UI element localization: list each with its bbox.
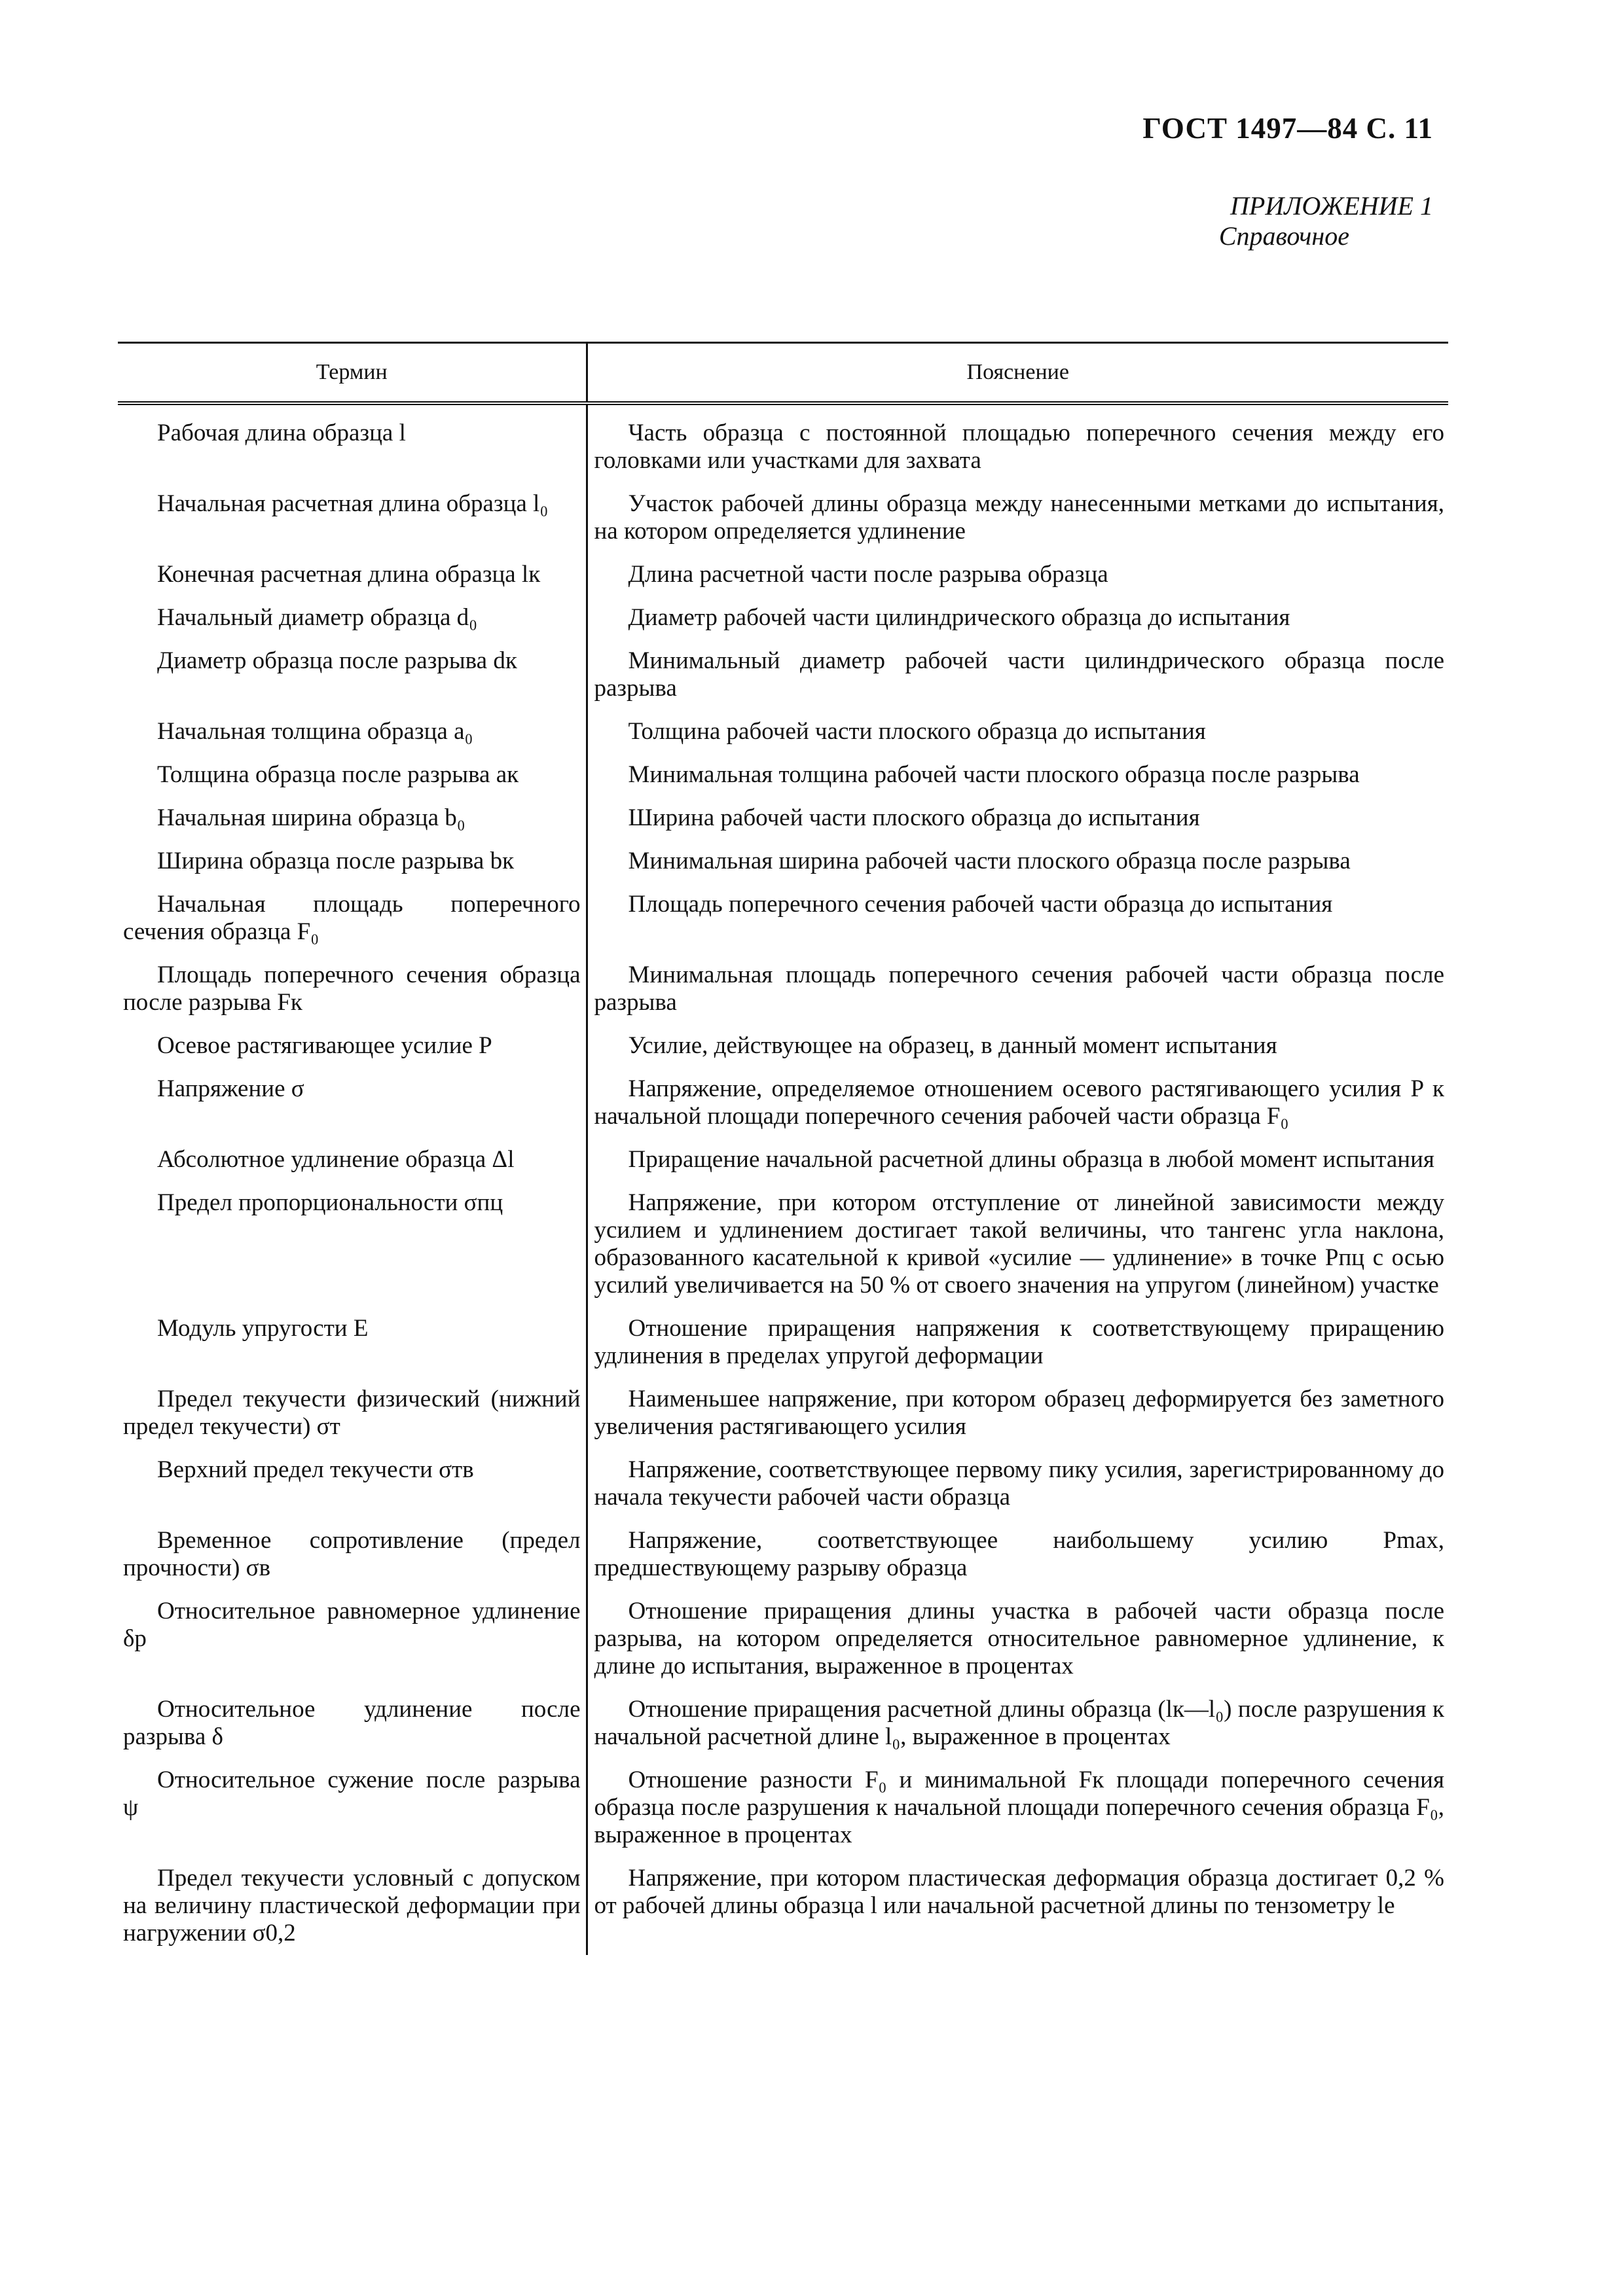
table-row xyxy=(118,1688,1448,1759)
table-row xyxy=(118,1590,1448,1688)
term-cell: Толщина образца после разрыва aк xyxy=(118,753,587,797)
table-row xyxy=(118,840,1448,883)
table-row xyxy=(118,1067,1448,1138)
term-cell: Напряжение σ xyxy=(118,1067,587,1138)
term-cell: Модуль упругости E xyxy=(118,1307,587,1378)
explanation-cell: Отношение приращения длины участка в рабочей части образца после разрыва, на котором определяется относительное равномерное удлинение, к длине до испытания, выраженное в процентах xyxy=(594,1598,1444,1679)
explanation-cell: Напряжение, соответствующее первому пику усилия, зарегистрированному до начала текучести рабочей части образца xyxy=(594,1456,1444,1511)
explanation-cell: Наименьшее напряжение, при котором образец деформируется без заметного увеличения растягивающего усилия xyxy=(594,1386,1444,1440)
explanation-cell: Диаметр рабочей части цилиндрического образца до испытания xyxy=(628,604,1290,631)
appendix-type: Справочное xyxy=(1218,221,1349,251)
explanation-cell: Приращение начальной расчетной длины образца в любой момент испытания xyxy=(628,1146,1434,1173)
table-row xyxy=(118,1857,1448,1955)
table-row xyxy=(118,1307,1448,1378)
explanation-cell: Напряжение, при котором отступление от линейной зависимости между усилием и удлинением достигает такой величины, что тангенс угла наклона, образованного касательной к кривой «усилие — удлинение» в точке Pпц с осью усилий увеличивается на 50 % от своего значения на упругом (линейном) участке xyxy=(594,1189,1444,1299)
table-row xyxy=(118,710,1448,753)
table-row xyxy=(118,403,1448,482)
table-row xyxy=(118,1378,1448,1448)
explanation-cell: Отношение приращения напряжения к соответствующему приращению удлинения в пределах упругой деформации xyxy=(594,1315,1444,1369)
table-row xyxy=(118,482,1448,553)
table-row xyxy=(118,1138,1448,1181)
table-row xyxy=(118,1759,1448,1857)
page-header: ГОСТ 1497—84 С. 11 xyxy=(1142,112,1433,145)
table-row xyxy=(118,954,1448,1024)
explanation-cell: Часть образца с постоянной площадью поперечного сечения между его головками или участками для захвата xyxy=(594,420,1444,474)
table-row xyxy=(118,596,1448,639)
explanation-cell: Напряжение, соответствующее наибольшему усилию Pmax, предшествующему разрыву образца xyxy=(594,1527,1444,1581)
explanation-cell: Напряжение, при котором пластическая деформация образца достигает 0,2 % от рабочей длины образца l или начальной расчетной длины по тензометру le xyxy=(594,1865,1444,1919)
explanation-cell: Минимальная толщина рабочей части плоского образца после разрыва xyxy=(628,761,1360,788)
term-cell: Площадь поперечного сечения образца после разрыва Fк xyxy=(118,954,587,1024)
table-row xyxy=(118,1448,1448,1519)
term-cell: Осевое растягивающее усилие P xyxy=(118,1024,587,1067)
term-cell: Абсолютное удлинение образца Δl xyxy=(118,1138,587,1181)
term-cell: Начальный диаметр образца d₀ xyxy=(118,596,587,639)
explanation-cell: Минимальная ширина рабочей части плоского образца после разрыва xyxy=(628,848,1351,874)
explanation-cell: Минимальная площадь поперечного сечения рабочей части образца после разрыва xyxy=(594,961,1444,1016)
term-cell: Относительное равномерное удлинение δр xyxy=(118,1590,587,1688)
explanation-cell: Минимальный диаметр рабочей части цилиндрического образца после разрыва xyxy=(594,647,1444,702)
term-cell: Начальная ширина образца b₀ xyxy=(118,797,587,840)
table-row xyxy=(118,553,1448,596)
term-cell: Рабочая длина образца l xyxy=(118,403,587,482)
term-cell: Ширина образца после разрыва bк xyxy=(118,840,587,883)
column-header-explanation: Пояснение xyxy=(587,343,1448,404)
term-cell: Диаметр образца после разрыва dк xyxy=(118,639,587,710)
term-cell: Начальная расчетная длина образца l₀ xyxy=(118,482,587,553)
explanation-cell: Напряжение, определяемое отношением осевого растягивающего усилия P к начальной площади поперечного сечения рабочей части образца F₀ xyxy=(594,1075,1444,1130)
table-row xyxy=(118,1181,1448,1307)
explanation-cell: Отношение разности F₀ и минимальной Fк площади поперечного сечения образца после разрушения к начальной площади поперечного сечения образца F₀, выраженное в процентах xyxy=(594,1767,1444,1848)
explanation-cell: Длина расчетной части после разрыва образца xyxy=(628,561,1108,588)
table-row xyxy=(118,1519,1448,1590)
table-row xyxy=(118,753,1448,797)
explanation-cell: Толщина рабочей части плоского образца до испытания xyxy=(628,718,1206,745)
table-row xyxy=(118,797,1448,840)
terms-table xyxy=(118,342,1448,1955)
term-cell: Предел текучести условный с допуском на величину пластической деформации при нагружении σ0,2 xyxy=(118,1857,587,1955)
term-cell: Относительное сужение после разрыва ψ xyxy=(118,1759,587,1857)
table-header-row xyxy=(118,343,1448,404)
term-cell: Предел текучести физический (нижний предел текучести) σт xyxy=(118,1378,587,1448)
table-row xyxy=(118,639,1448,710)
appendix-label xyxy=(1219,191,1433,251)
term-cell: Верхний предел текучести σтв xyxy=(118,1448,587,1519)
explanation-cell: Отношение приращения расчетной длины образца (lк—l₀) после разрушения к начальной расчетной длине l₀, выраженное в процентах xyxy=(594,1696,1444,1750)
explanation-cell: Усилие, действующее на образец, в данный момент испытания xyxy=(628,1032,1277,1059)
term-cell: Относительное удлинение после разрыва δ xyxy=(118,1688,587,1759)
explanation-cell: Площадь поперечного сечения рабочей части образца до испытания xyxy=(628,891,1333,918)
term-cell: Начальная площадь поперечного сечения образца F₀ xyxy=(118,883,587,954)
explanation-cell: Участок рабочей длины образца между нанесенными метками до испытания, на котором определяется удлинение xyxy=(594,490,1444,545)
table-row xyxy=(118,883,1448,954)
table-row xyxy=(118,1024,1448,1067)
appendix-title: ПРИЛОЖЕНИЕ 1 xyxy=(1230,191,1433,221)
term-cell: Начальная толщина образца a₀ xyxy=(118,710,587,753)
column-header-term: Термин xyxy=(118,343,587,404)
explanation-cell: Ширина рабочей части плоского образца до испытания xyxy=(628,804,1200,831)
term-cell: Временное сопротивление (предел прочности) σв xyxy=(118,1519,587,1590)
term-cell: Предел пропорциональности σпц xyxy=(118,1181,587,1307)
term-cell: Конечная расчетная длина образца lк xyxy=(118,553,587,596)
